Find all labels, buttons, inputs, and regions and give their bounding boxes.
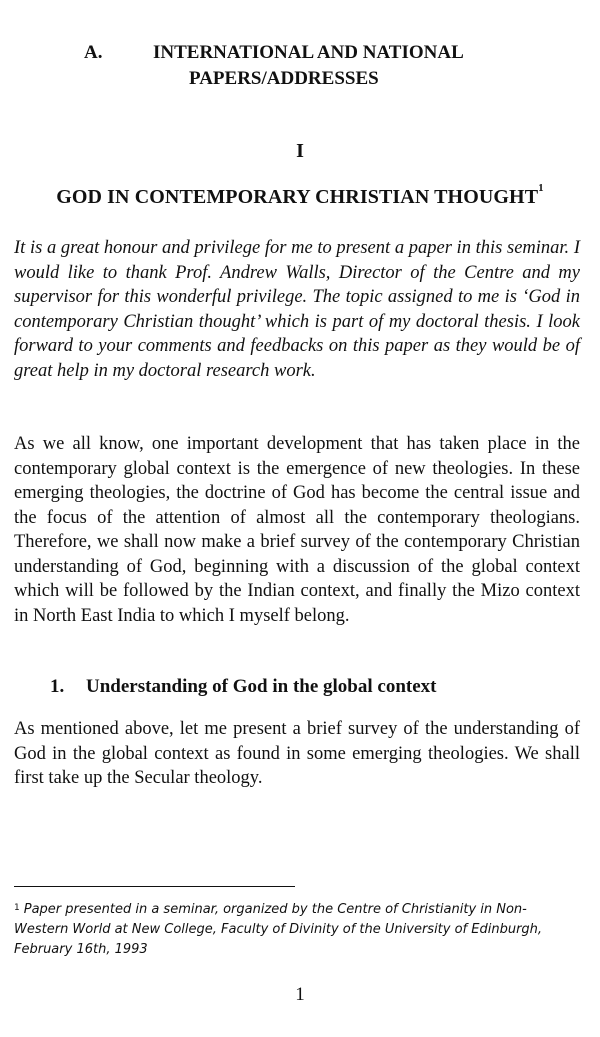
subsection-heading [50, 676, 436, 698]
section-title [153, 40, 553, 92]
footnote-reference: 1 [538, 182, 544, 194]
section-title-line1: INTERNATIONAL AND NATIONAL [153, 42, 464, 63]
chapter-numeral: I [296, 140, 304, 162]
paper-title-text: GOD IN CONTEMPORARY CHRISTIAN THOUGHT [56, 186, 539, 208]
section-letter: A. [84, 42, 103, 63]
footnote-text: Paper presented in a seminar, organized by the Centre of Christianity in Non-Western World at New College, Faculty of Divinity of the University of Edinburgh, February 16th, 1993 [14, 902, 543, 957]
footnote [14, 900, 574, 960]
intro-paragraph: It is a great honour and privilege for me to present a paper in this seminar. I would like to thank Prof. Andrew Walls, Director of the Centre and my supervisor for this wonderful privilege. The topic assigned to me is ‘God in contemporary Christian thought’ which is part of my doctoral thesis. I look forward to your comments and feedbacks on this paper as they would be of great help in my doctoral research work. [14, 238, 580, 381]
page-number: 1 [295, 984, 305, 1005]
subsection-number: 1. [50, 676, 65, 697]
footnote-divider [14, 886, 295, 887]
section-title-line2: PAPERS/ADDRESSES [189, 68, 379, 89]
footnote-marker: 1 [14, 903, 20, 913]
subsection-title: Understanding of God in the global context [86, 676, 437, 697]
paper-title [0, 182, 600, 209]
body-paragraph-2: As mentioned above, let me present a brief survey of the understanding of God in the global context as found in some emerging theologies. We shall first take up the Secular theology. [14, 719, 580, 788]
body-paragraph-1: As we all know, one important development that has taken place in the contemporary global context is the emergence of new theologies. In these emerging theologies, the doctrine of God has become the central issue and the focus of the attention of almost all the contemporary theologians. Therefore, we shall now make a brief survey of the contemporary Christian understanding of God, beginning with a discussion of the global context which will be followed by the Indian context, and finally the Mizo context in North East India to which I myself belong. [14, 434, 580, 626]
